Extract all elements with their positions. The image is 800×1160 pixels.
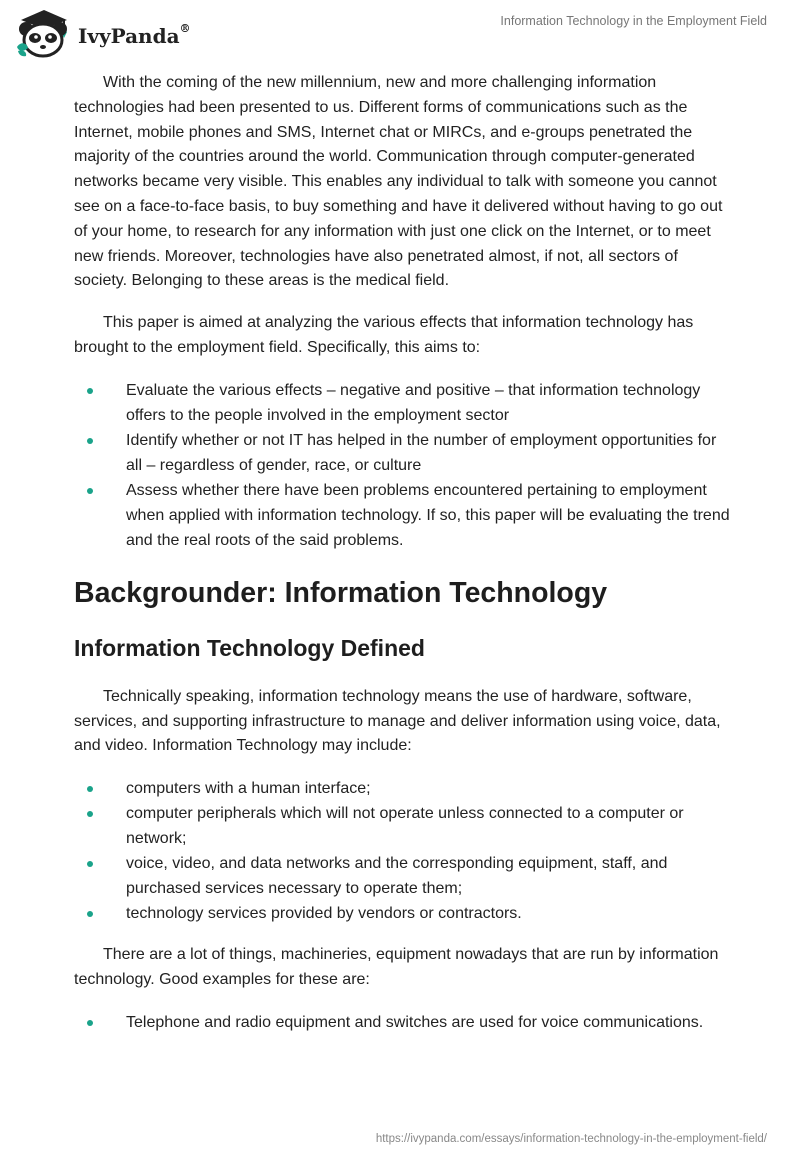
bullet-icon [87, 911, 93, 917]
list-item: voice, video, and data networks and the corresponding equipment, staff, and purchased services necessary to operate them; [74, 851, 734, 901]
aims-list [74, 378, 734, 553]
page-header [0, 0, 800, 66]
bullet-icon [87, 786, 93, 792]
bullet-icon [87, 388, 93, 394]
paragraph: With the coming of the new millennium, new and more challenging information technologies had been presented to us. Different forms of communications such as the Internet, mobile phones and SMS, Internet chat or MIRCs, and e-groups penetrated the majority of the countries around the world. Communication through computer-generated networks became very visible. This enables any individual to talk with someone you cannot see on a face-to-face basis, to buy something and have it delivered without having to go out of your home, to research for any information with just one click on the Internet, or to meet new friends. Moreover, technologies have also penetrated almost, if not, all sectors of society. Belonging to these areas is the medical field. [74, 74, 723, 290]
essay-content [74, 71, 734, 1035]
bullet-icon [87, 861, 93, 867]
list-item: computers with a human interface; [74, 776, 734, 801]
subsection-heading: Information Technology Defined [74, 634, 425, 661]
bullet-icon [87, 438, 93, 444]
bullet-icon [87, 1020, 93, 1026]
list-item: technology services provided by vendors or contractors. [74, 901, 734, 926]
section-heading: Backgrounder: Information Technology [74, 576, 608, 609]
list-item: Identify whether or not IT has helped in the number of employment opportunities for all – regardless of gender, race, or culture [74, 428, 734, 478]
examples-list [74, 1010, 734, 1035]
paragraph: Technically speaking, information technology means the use of hardware, software, services, and supporting infrastructure to manage and deliver information using voice, data, and video. Information Technology may include: [74, 687, 721, 755]
ivypanda-logo[interactable] [13, 7, 191, 59]
paragraph: There are a lot of things, machineries, equipment nowadays that are run by information technology. Good examples for these are: [74, 946, 719, 988]
list-item: Evaluate the various effects – negative and positive – that information technology offers to the people involved in the employment sector [74, 378, 734, 428]
list-item: Assess whether there have been problems encountered pertaining to employment when applied with information technology. If so, this paper will be evaluating the trend and the real roots of the said problems. [74, 478, 734, 553]
bullet-icon [87, 811, 93, 817]
list-item: Telephone and radio equipment and switches are used for voice communications. [74, 1010, 734, 1035]
paragraph: This paper is aimed at analyzing the various effects that information technology has brought to the employment field. Specifically, this aims to: [74, 314, 694, 356]
panda-graduation-cap-icon [13, 7, 75, 59]
document-title: Information Technology in the Employment Field [500, 14, 767, 28]
source-url[interactable]: https://ivypanda.com/essays/information-technology-in-the-employment-field/ [375, 1133, 767, 1145]
list-item: computer peripherals which will not operate unless connected to a computer or network; [74, 801, 734, 851]
it-includes-list [74, 776, 734, 926]
logo-wordmark: IvyPanda® [78, 22, 191, 48]
bullet-icon [87, 488, 93, 494]
